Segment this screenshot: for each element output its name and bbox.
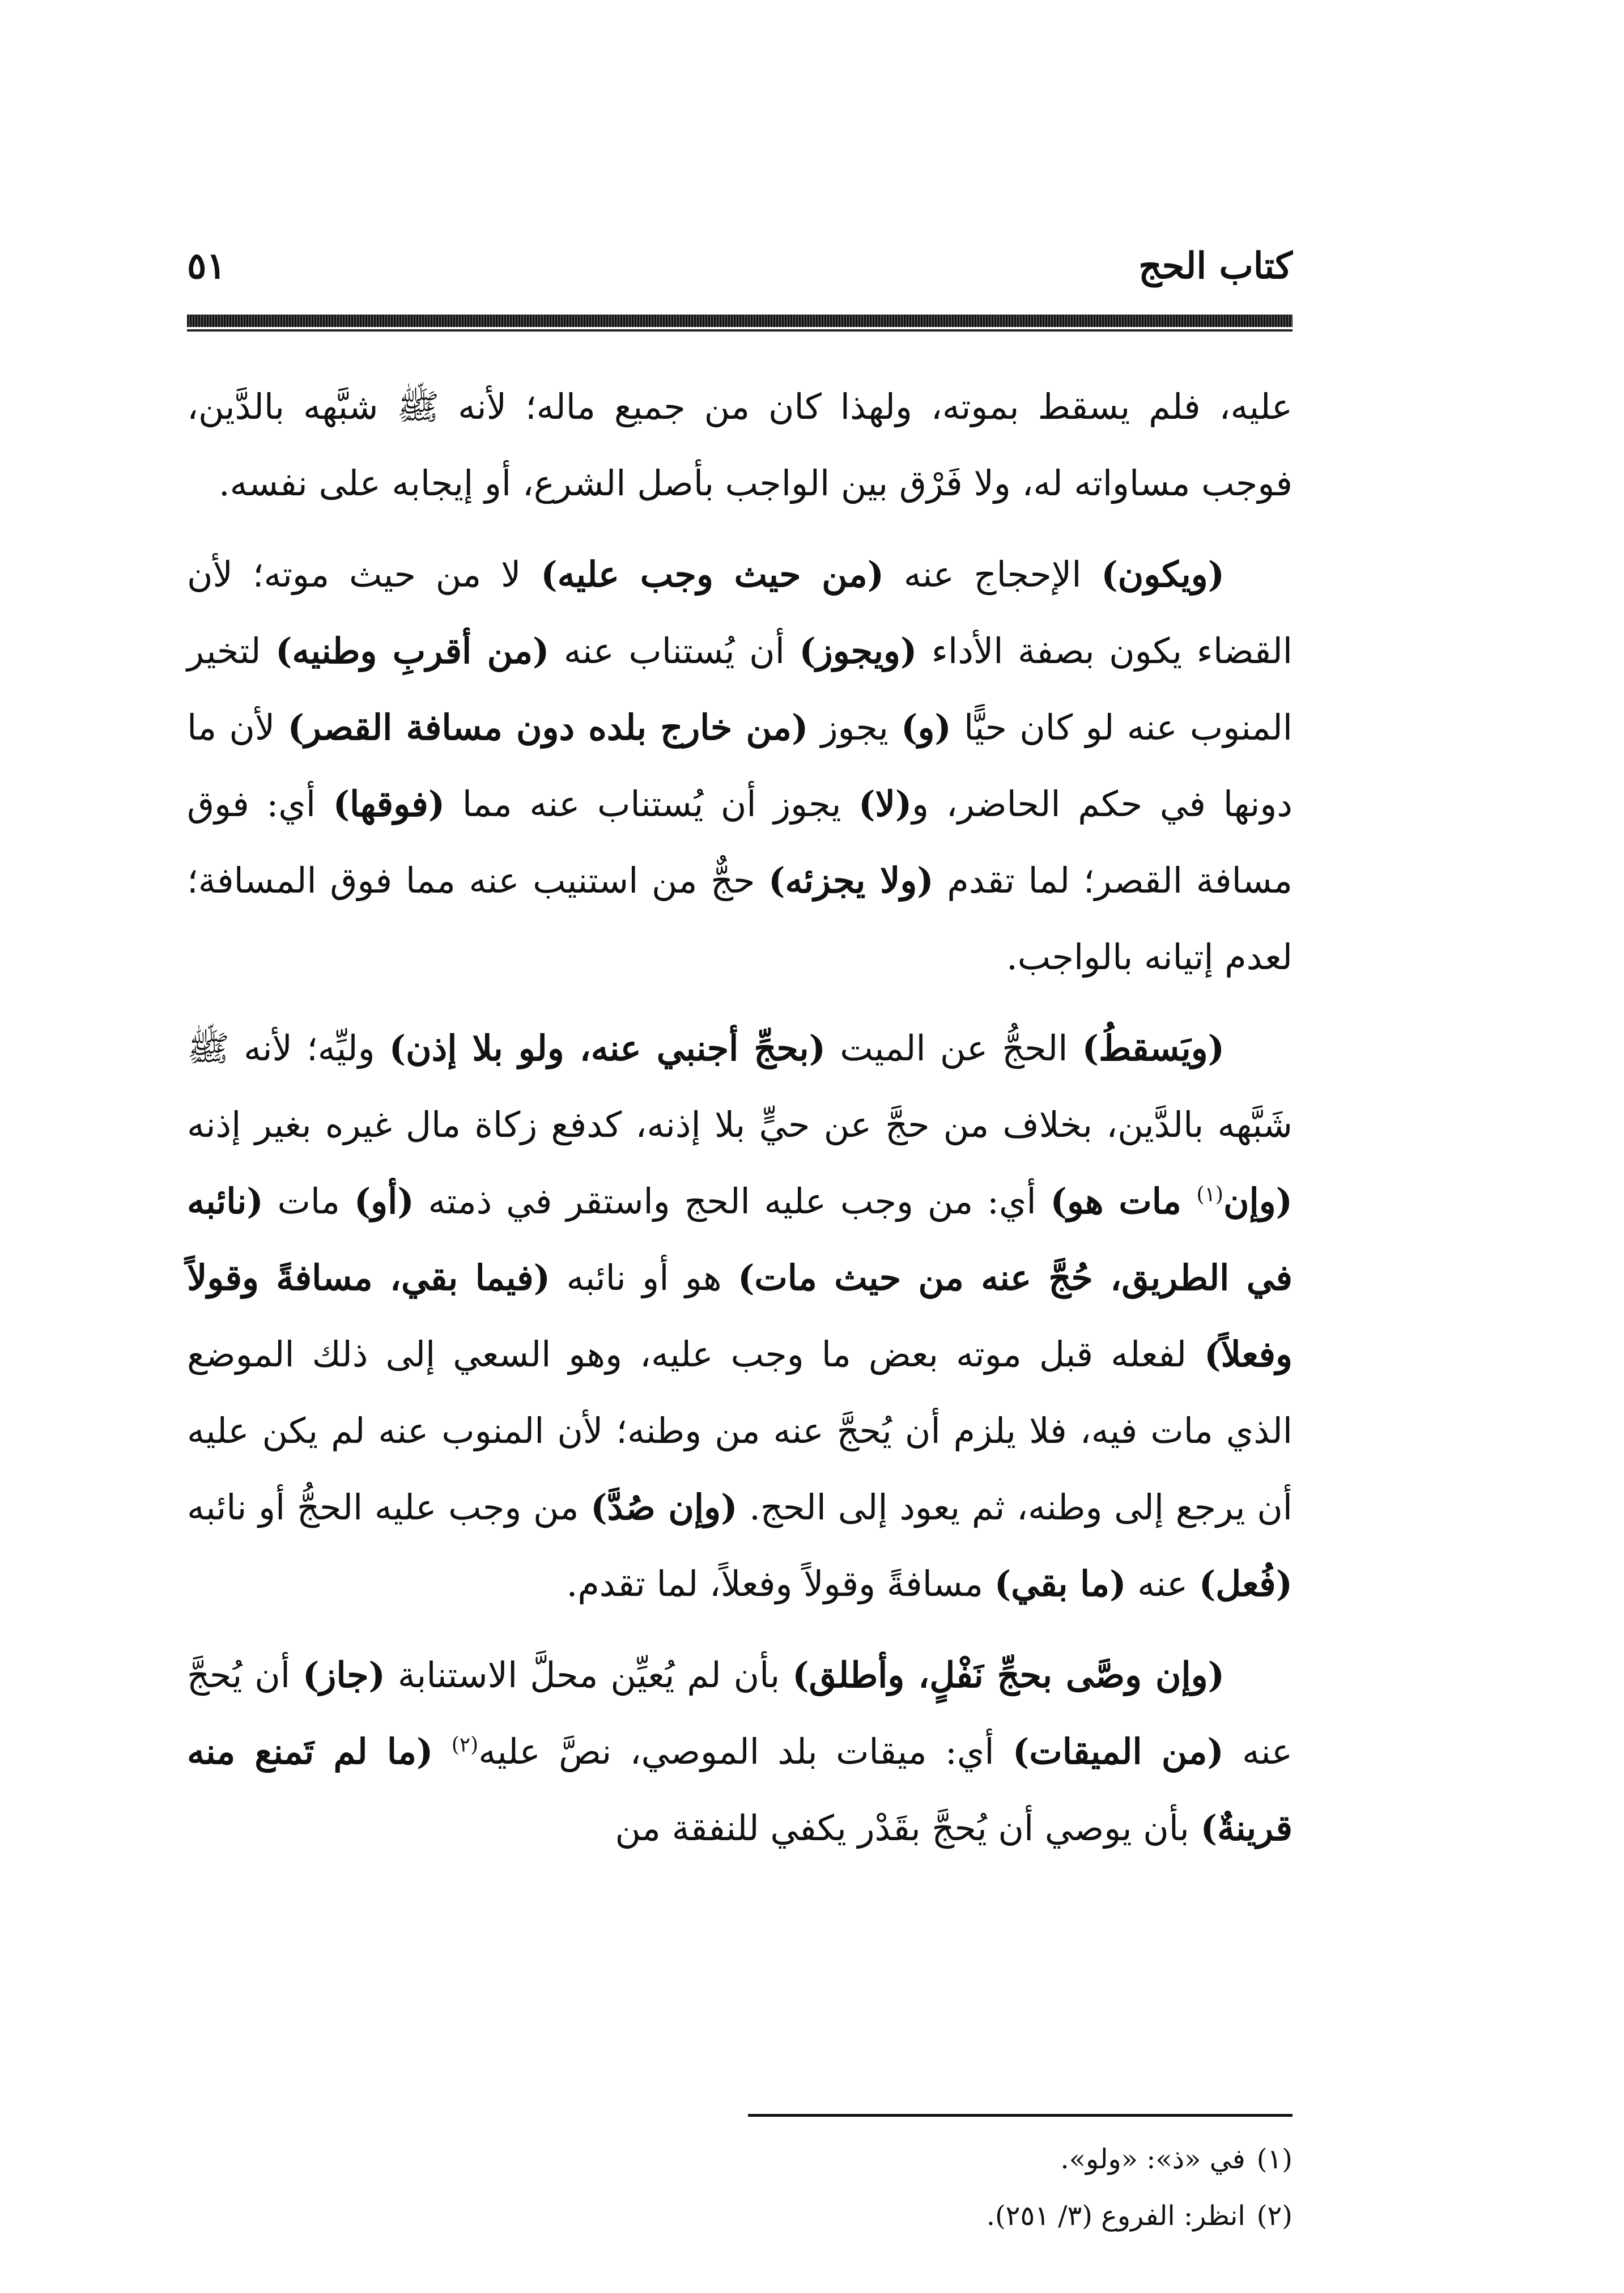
bold-text: مات هو) xyxy=(1050,1181,1197,1222)
text-run: أن يُستناب عنه xyxy=(549,630,800,672)
paragraph xyxy=(187,368,1293,521)
bold-text: (و) xyxy=(901,707,951,748)
bold-text: (ويجوز) xyxy=(799,630,917,672)
text-run: بأن لم يُعيِّن محلَّ الاستنابة xyxy=(385,1654,793,1696)
paragraph xyxy=(187,1637,1293,1866)
bold-text: (بحجِّ أجنبي عنه، ولو بلا إذن) xyxy=(389,1027,826,1069)
paragraph xyxy=(187,1010,1293,1622)
text-run: من وجب عليه الحجُّ أو نائبه xyxy=(187,1487,591,1528)
text-run: مسافةً وقولاً وفعلاً، لما تقدم. xyxy=(566,1563,994,1604)
footnotes xyxy=(187,2131,1293,2244)
text-run: مات xyxy=(263,1181,354,1222)
header-rule-thin xyxy=(187,329,1293,332)
bold-text: (ويكون) xyxy=(1101,554,1225,595)
bold-text: (أو) xyxy=(354,1181,414,1222)
text-run: عليه، فلم يسقط بموته، ولهذا كان من جميع ماله؛ لأنه ﷺ شبَّهه بالدَّين، فوجب مساواته له، ولا فَرْق بين الواجب بأصل الشرع، أو إيجابه على نفسه. xyxy=(187,386,1293,504)
text-run: أي: من وجب عليه الحج واستقر في ذمته xyxy=(414,1181,1051,1222)
text-run: أي: ميقات بلد الموصي، نصَّ عليه xyxy=(478,1731,1013,1772)
bold-text: (جاز) xyxy=(303,1654,385,1696)
bold-text: (فيما بقي، مسافةً وقولاً وفعلاً) xyxy=(187,1257,1293,1375)
bold-text: (ولا يجزئه) xyxy=(768,860,934,901)
bold-text: (من خارج بلده دون مسافة القصر) xyxy=(287,707,809,748)
footnote-ref: (٢) xyxy=(451,1733,479,1757)
bold-text: (من أقربِ وطنيه) xyxy=(275,630,550,672)
paragraph xyxy=(187,536,1293,995)
footnote-number: (٢) xyxy=(1256,2200,1293,2232)
bold-text: (من الميقات) xyxy=(1013,1731,1224,1772)
footnote-separator xyxy=(748,2114,1293,2117)
bold-text: (وإن صُدَّ) xyxy=(590,1487,738,1528)
text-run: يجوز أن يُستناب عنه مما xyxy=(445,783,859,825)
running-title: كتاب الحج xyxy=(1138,245,1293,287)
text-run: يجوز xyxy=(808,707,902,748)
bold-text: (لا) xyxy=(858,783,912,825)
text-run: لتخير المنوب عنه لو كان حيًّا xyxy=(187,630,1293,748)
bold-text: (فوقها) xyxy=(333,783,445,825)
text-run: لفعله قبل موته بعض ما وجب عليه، وهو السعي إلى ذلك الموضع الذي مات فيه، فلا يلزم أن يُحجَّ عنه من وطنه؛ لأن المنوب عنه لم يكن عليه أن يرجع إلى وطنه، ثم يعود إلى الحج. xyxy=(187,1334,1293,1528)
page-number: ٥١ xyxy=(187,245,226,287)
bold-text: (نائبه في الطريق، حُجَّ عنه من حيث مات) xyxy=(187,1181,1293,1298)
text-run: عنه xyxy=(1126,1563,1199,1604)
bold-text: (وإن وصَّى بحجِّ نَفْلٍ، وأطلق) xyxy=(792,1654,1225,1696)
bold-text: (ما بقي) xyxy=(994,1563,1126,1604)
text-run: أن يُحجَّ عنه xyxy=(187,1654,1293,1772)
text-run: بأن يوصي أن يُحجَّ بقَدْر يكفي للنفقة من xyxy=(615,1807,1201,1849)
header-rule xyxy=(187,315,1293,327)
bold-text: (ما لم تَمنع منه قرينةٌ) xyxy=(187,1731,1293,1849)
bold-text: (من حيث وجب عليه) xyxy=(541,554,884,595)
footnote xyxy=(187,2131,1293,2188)
footnote-number: (١) xyxy=(1256,2143,1293,2175)
footnote-text: انظر: الفروع (٣/ ٢٥١). xyxy=(986,2200,1245,2232)
bold-text: (فُعل) xyxy=(1198,1563,1293,1604)
footnote xyxy=(187,2188,1293,2244)
text-run: وليِّه؛ لأنه ﷺ شَبَّهه بالدَّين، بخلاف من حجَّ عن حيٍّ بلا إذنه، كدفع زكاة مال غيره بغير إذنه xyxy=(187,1027,1293,1145)
text-run: الإحجاج عنه xyxy=(884,554,1102,595)
body-text xyxy=(187,368,1293,1881)
text-run: الحجُّ عن الميت xyxy=(826,1027,1082,1069)
text-run: هو أو نائبه xyxy=(550,1257,738,1298)
footnote-ref: (١) xyxy=(1196,1183,1223,1207)
text-run: لأن ما دونها في حكم الحاضر، و xyxy=(187,707,1293,825)
bold-text: (ويَسقطُ) xyxy=(1082,1027,1225,1069)
text-run: حجٌّ من استنيب عنه مما فوق المسافة؛ لعدم إتيانه بالواجب. xyxy=(187,860,1293,978)
text-run: أي: فوق مسافة القصر؛ لما تقدم xyxy=(187,783,1293,901)
bold-text: (وإن xyxy=(1223,1181,1293,1222)
text-run xyxy=(433,1731,451,1772)
footnote-text: في «ذ»: «ولو». xyxy=(1060,2143,1245,2175)
text-run: لا من حيث موته؛ لأن القضاء يكون بصفة الأداء xyxy=(187,554,1293,672)
